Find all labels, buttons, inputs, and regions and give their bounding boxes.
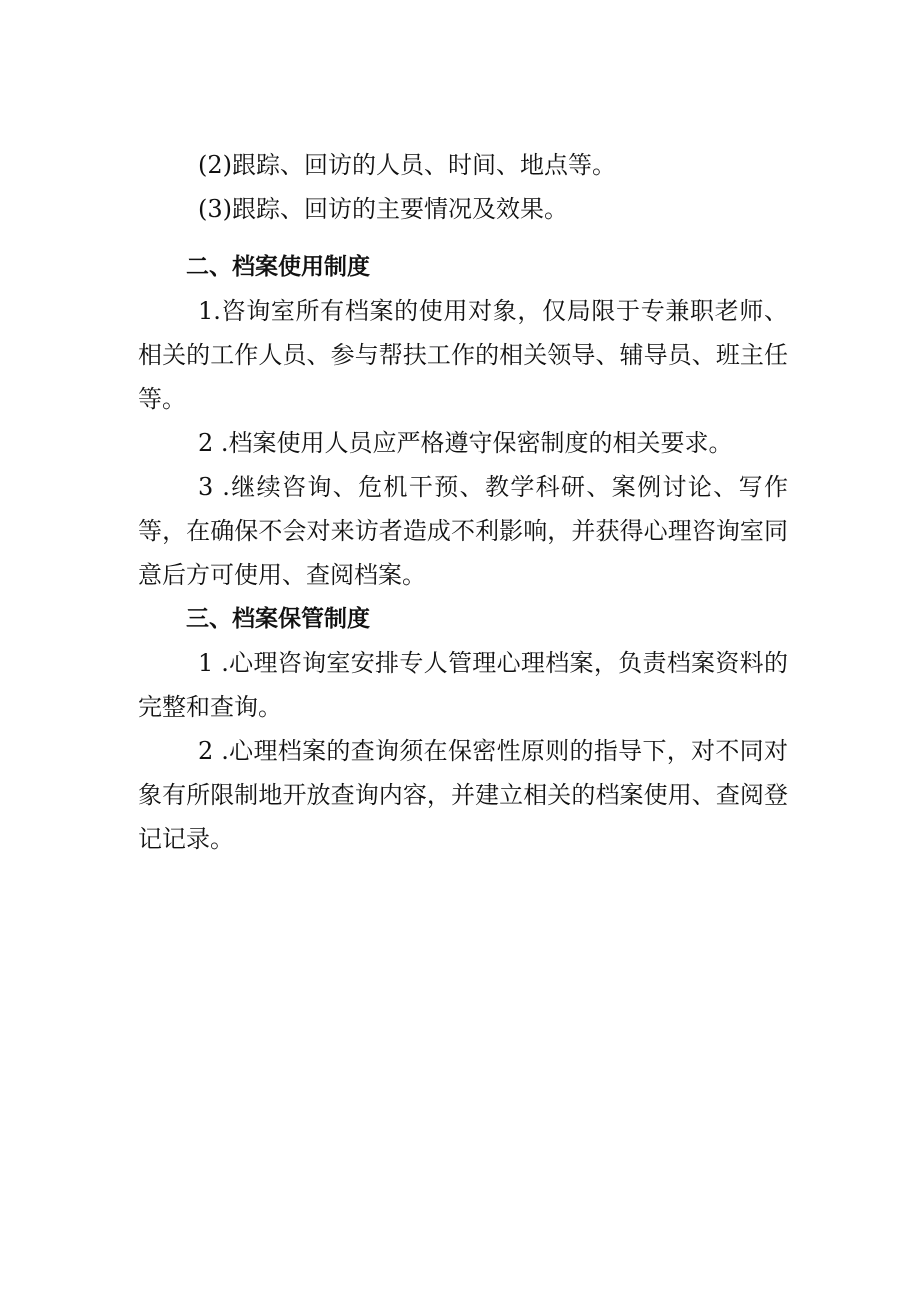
section-heading-usage: 二、档案使用制度	[186, 254, 370, 280]
usage-item-2: 2 .档案使用人员应严格遵守保密制度的相关要求。	[198, 429, 733, 457]
section-heading-custody: 三、档案保管制度	[186, 606, 370, 632]
custody-item-2: 2 .心理档案的查询须在保密性原则的指导下，对不同对象有所限制地开放查询内容，并建立相关的档案使用、查阅登记记录。	[138, 737, 788, 853]
sub-item-2: (2)跟踪、回访的人员、时间、地点等。	[198, 151, 616, 179]
sub-item-3: (3)跟踪、回访的主要情况及效果。	[198, 195, 568, 223]
usage-item-1: 1.咨询室所有档案的使用对象，仅局限于专兼职老师、相关的工作人员、参与帮扶工作的相关领导、辅导员、班主任等。	[138, 297, 788, 413]
document-body	[138, 143, 788, 861]
custody-item-1: 1 .心理咨询室安排专人管理心理档案，负责档案资料的完整和查询。	[138, 649, 788, 721]
usage-item-3: 3 .继续咨询、危机干预、教学科研、案例讨论、写作等，在确保不会对来访者造成不利影响，并获得心理咨询室同意后方可使用、查阅档案。	[138, 473, 788, 589]
